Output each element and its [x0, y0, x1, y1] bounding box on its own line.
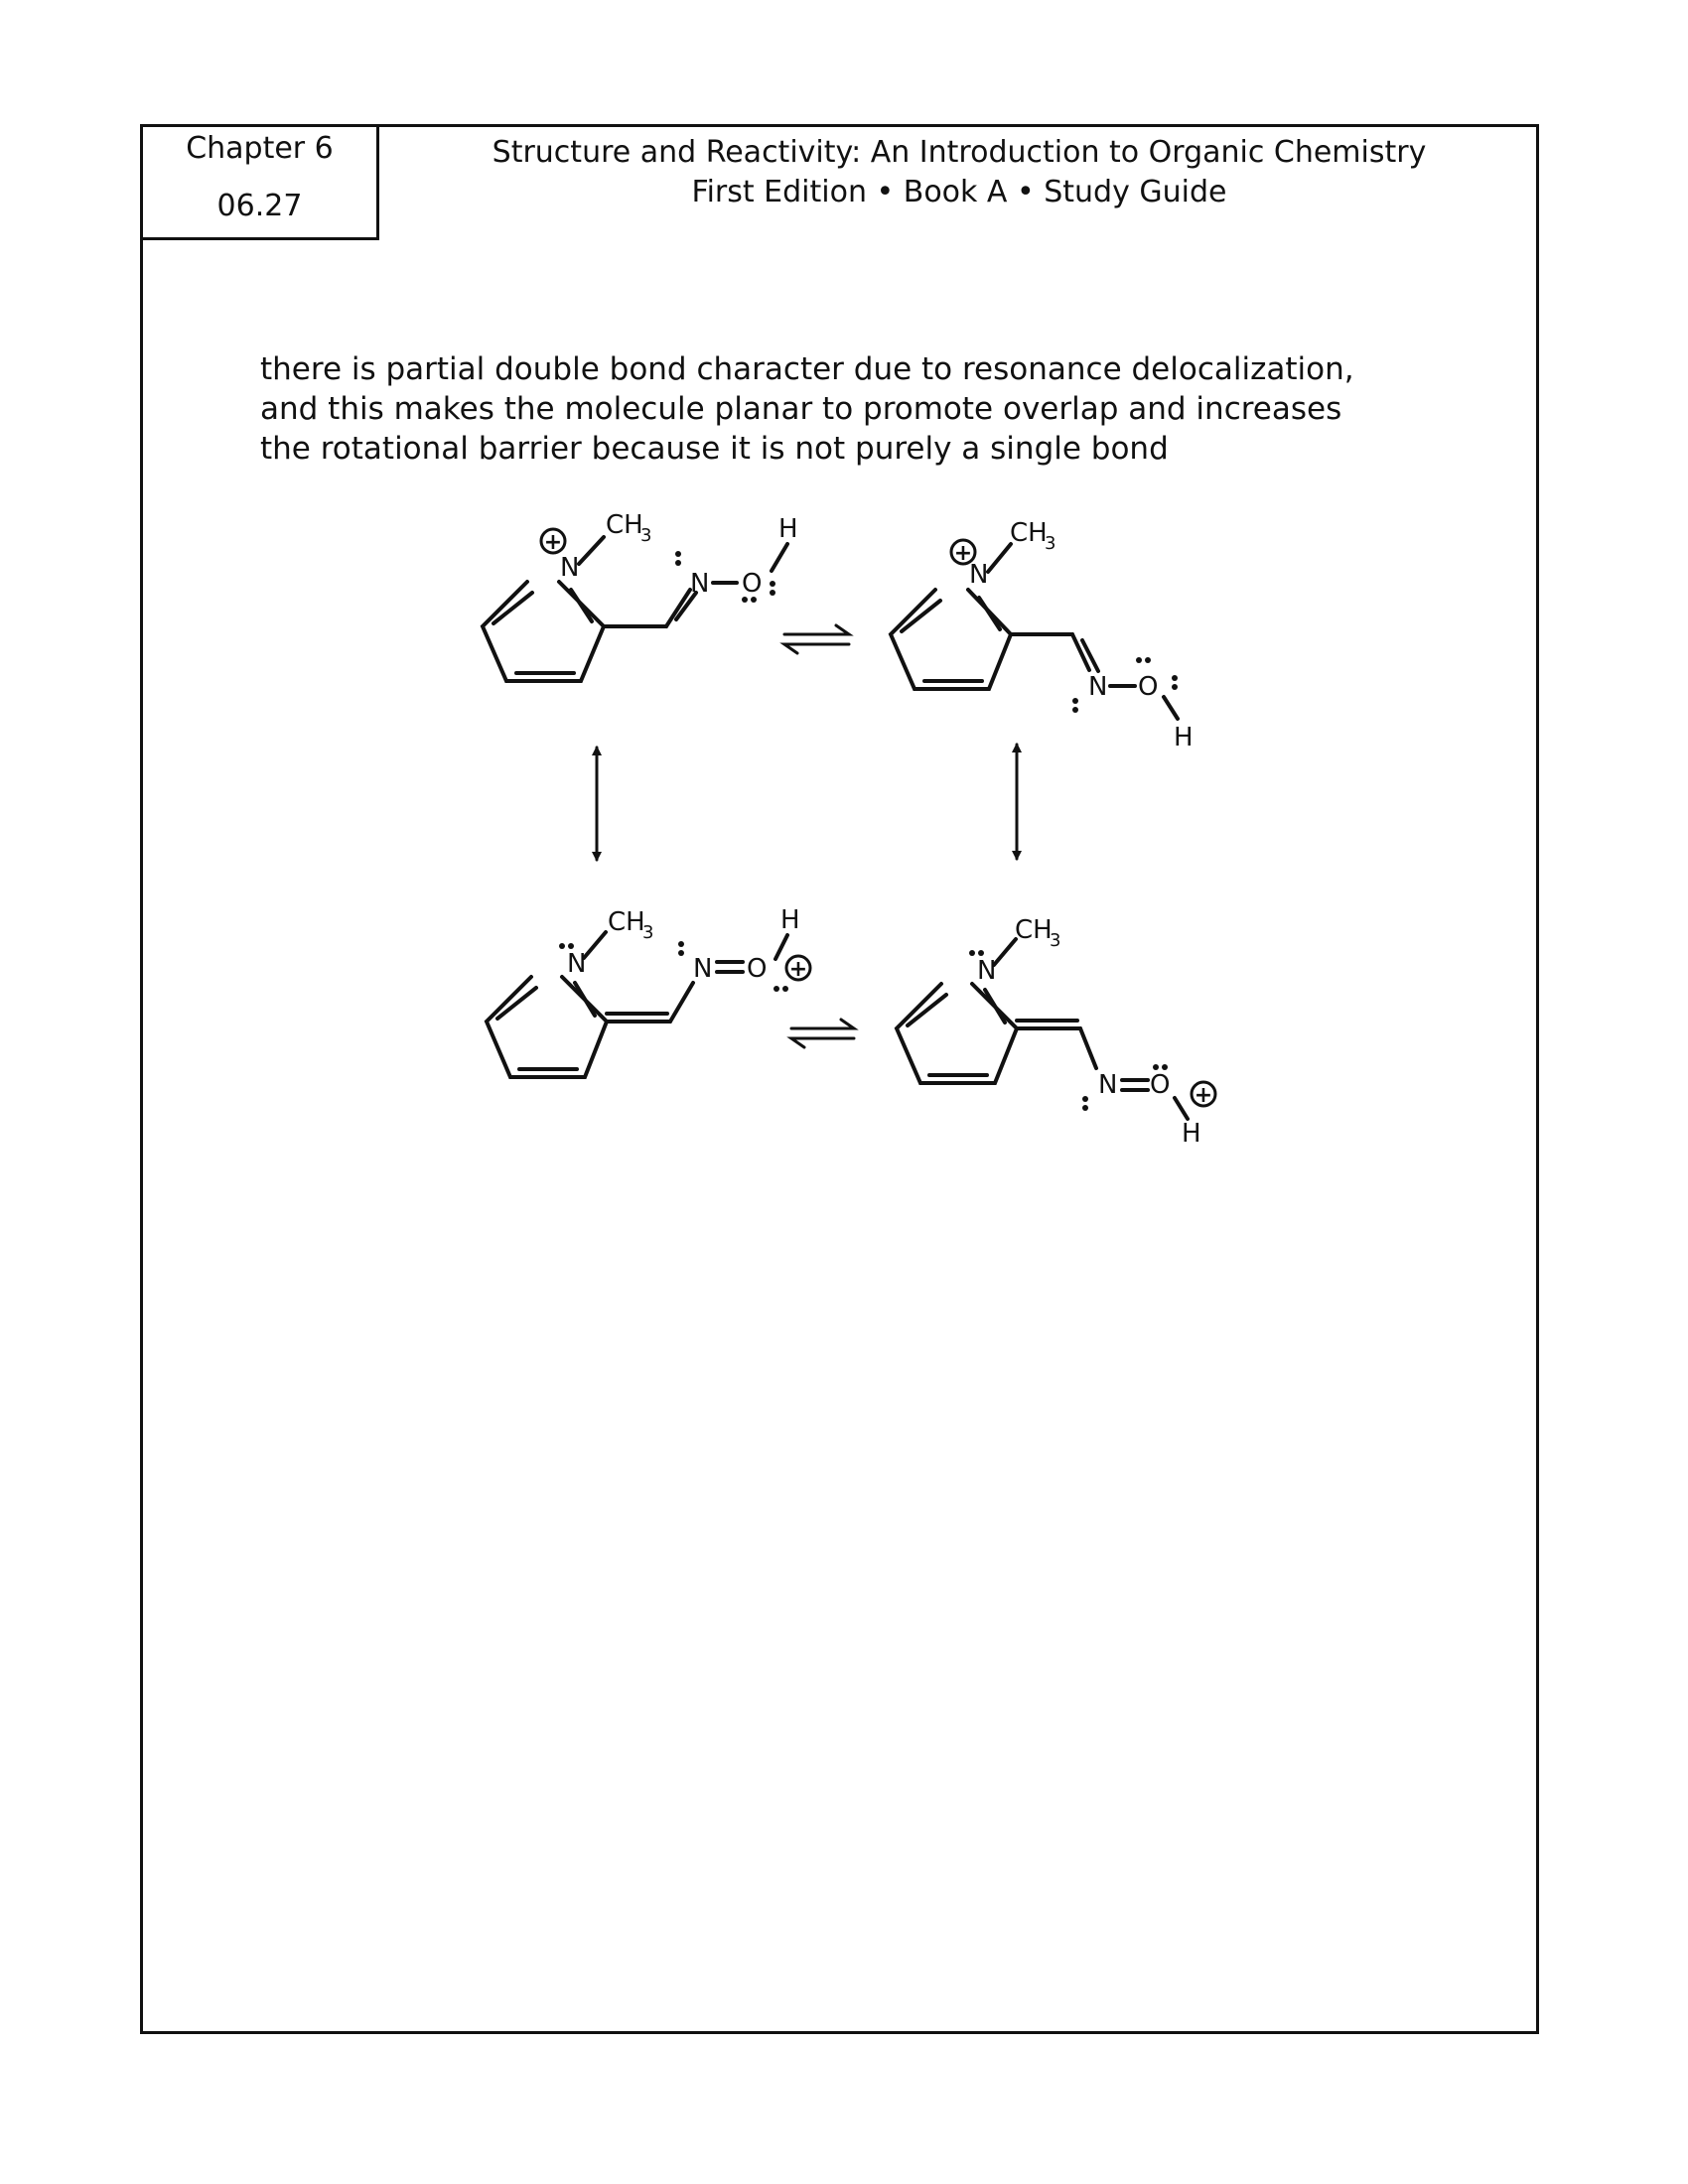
equilibrium-arrow-bottom [791, 1020, 854, 1047]
atom-o: O [747, 954, 768, 984]
problem-number: 06.27 [216, 189, 303, 223]
charge-plus-4 [1192, 1082, 1215, 1108]
atom-sub: 3 [642, 922, 654, 943]
atom-n: N [1088, 672, 1108, 702]
answer-line: there is partial double bond character due to resonance delocalization, [260, 351, 1354, 387]
answer-line: the rotational barrier because it is not purely a single bond [260, 431, 1169, 467]
atom-sub: 3 [640, 525, 652, 546]
atom-ch: CH [1010, 518, 1048, 548]
answer-line: and this makes the molecule planar to promote overlap and increases [260, 391, 1342, 427]
atom-n: N [1098, 1070, 1118, 1100]
charge-plus-1 [541, 529, 565, 555]
charge-label: + [543, 530, 563, 555]
atom-ch: CH [608, 907, 645, 937]
atom-ch: CH [606, 510, 643, 540]
molecule-bottom-right [897, 939, 1188, 1119]
atom-sub: 3 [1050, 930, 1061, 951]
book-subtitle: First Edition • Book A • Study Guide [691, 175, 1227, 209]
charge-plus-2 [951, 540, 975, 566]
charge-plus-3 [786, 956, 810, 982]
atom-o: O [1138, 672, 1159, 702]
atom-sub: 3 [1045, 533, 1056, 554]
atom-n: N [567, 949, 587, 979]
atom-n: N [969, 560, 989, 590]
atom-h: H [1174, 723, 1194, 752]
atom-o: O [742, 569, 763, 599]
equilibrium-arrow-top [784, 625, 849, 653]
charge-label: + [1194, 1083, 1213, 1108]
charge-label: + [788, 957, 808, 982]
molecule-bottom-left [487, 932, 787, 1077]
atom-n: N [977, 956, 997, 986]
atom-h: H [780, 905, 800, 935]
charge-label: + [953, 541, 973, 566]
atom-n: N [560, 553, 580, 583]
molecule-top-right [891, 544, 1178, 719]
book-title: Structure and Reactivity: An Introduction to Organic Chemistry [492, 135, 1427, 170]
chapter-label: Chapter 6 [186, 131, 334, 166]
atom-o: O [1150, 1070, 1171, 1100]
atom-n: N [693, 954, 713, 984]
atom-n: N [690, 569, 710, 599]
atom-h: H [1182, 1119, 1201, 1149]
atom-h: H [778, 514, 798, 544]
atom-ch: CH [1015, 915, 1053, 945]
molecule-top-left [483, 537, 787, 681]
